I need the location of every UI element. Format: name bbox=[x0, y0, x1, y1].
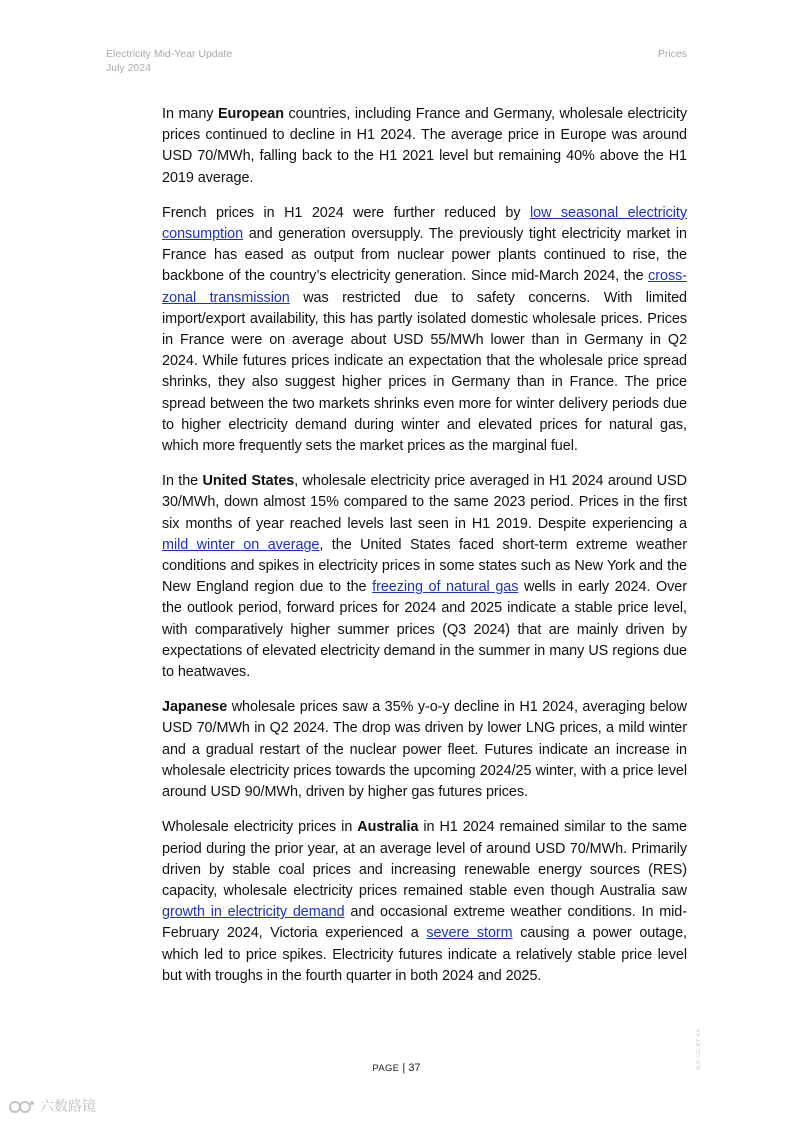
watermark-text: 六数路镜 bbox=[40, 1098, 96, 1114]
link-freezing-natural-gas[interactable]: freezing of natural gas bbox=[372, 579, 519, 596]
paragraph-australia: Wholesale electricity prices in Australia in H1 2024 remained similar to the same period during the prior year, at an average level of around USD 70/MWh. Primarily driven by stable coal prices and increasing renewable energy sources (RES) capacity, wholesale electricity prices remained stable even though Australia saw growth in electricity demand and occasional extreme weather conditions. In mid-February 2024, Victoria experienced a severe storm causing a power outage, which led to price spikes. Electricity futures indicate a relatively stable price level but with troughs in the fourth quarter in both 2024 and 2025. bbox=[162, 819, 688, 984]
license-note: IEA. CC BY 4.0. bbox=[696, 1027, 702, 1070]
page-number: 37 bbox=[408, 1062, 421, 1074]
page-label: PAGE bbox=[372, 1063, 400, 1074]
link-cross-zonal-transmission[interactable]: cross-zonal transmission bbox=[162, 268, 687, 306]
link-severe-storm[interactable]: severe storm bbox=[426, 925, 513, 942]
region-japan: Japanese bbox=[162, 699, 228, 716]
region-europe: European bbox=[217, 106, 284, 122]
region-united-states: United States bbox=[202, 473, 295, 490]
page-separator: | bbox=[399, 1062, 409, 1074]
link-mild-winter[interactable]: mild winter on average bbox=[162, 536, 320, 553]
link-low-seasonal-consumption[interactable]: low seasonal electricity consumption bbox=[162, 204, 687, 243]
main-text bbox=[162, 104, 687, 1001]
report-title: Electricity Mid-Year Update bbox=[106, 48, 233, 60]
page-footer bbox=[0, 1062, 793, 1074]
watermark bbox=[8, 1096, 96, 1116]
watermark-logo-icon bbox=[8, 1097, 36, 1115]
section-name: Prices bbox=[657, 48, 687, 60]
report-date: July 2024 bbox=[106, 62, 151, 74]
running-header-left bbox=[106, 47, 232, 75]
link-growth-electricity-demand[interactable]: growth in electricity demand bbox=[162, 904, 345, 921]
paragraph-united-states: In the United States, wholesale electricity price averaged in H1 2024 around USD 30/MWh, down almost 15% compared to the same 2023 period. Prices in the first six months of year reached levels last seen in H1 2019. Despite experiencing a mild winter on average, the United States faced short-term extreme weather conditions and spikes in electricity prices in some states such as New York and the New England region due to the freezing of natural gas wells in early 2024. Over the outlook period, forward prices for 2024 and 2025 indicate a stable price level, with comparatively higher summer prices (Q3 2024) that are mainly driven by expectations of elevated electricity demand in the summer in many US regions due to heatwaves. bbox=[162, 473, 687, 681]
paragraph-europe: In many European countries, including France and Germany, wholesale electricity prices continued to decline in H1 2024. The average price in Europe was around USD 70/MWh, falling back to the H1 2021 level but remaining 40% above the H1 2019 average. bbox=[162, 106, 687, 186]
paragraph-japan: Japanese wholesale prices saw a 35% y-o-y decline in H1 2024, averaging below USD 70/MWh in Q2 2024. The drop was driven by lower LNG prices, a mild winter and a gradual restart of the nuclear power fleet. Futures indicate an increase in wholesale electricity prices towards the upcoming 2024/25 winter, with a price level around USD 90/MWh, driven by higher gas futures prices. bbox=[162, 699, 687, 801]
region-australia: Australia bbox=[357, 819, 419, 836]
paragraph-france: French prices in H1 2024 were further reduced by low seasonal electricity consumption and generation oversupply. The previously tight electricity market in France has eased as output from nuclear power plants continued to rise, the backbone of the country’s electricity generation. Since mid-March 2024, the cross-zonal transmission was restricted due to safety concerns. With limited import/export availability, this has partly isolated domestic wholesale prices. Prices in France were on average about USD 55/MWh lower than in Germany in Q2 2024. While futures prices indicate an expectation that the wholesale price spread shrinks, they also suggest higher prices in Germany than in France. The price spread between the two markets shrinks even more for winter delivery periods due to higher electricity demand during winter and elevated prices for natural gas, which more frequently sets the market prices as the marginal fuel. bbox=[162, 204, 687, 455]
